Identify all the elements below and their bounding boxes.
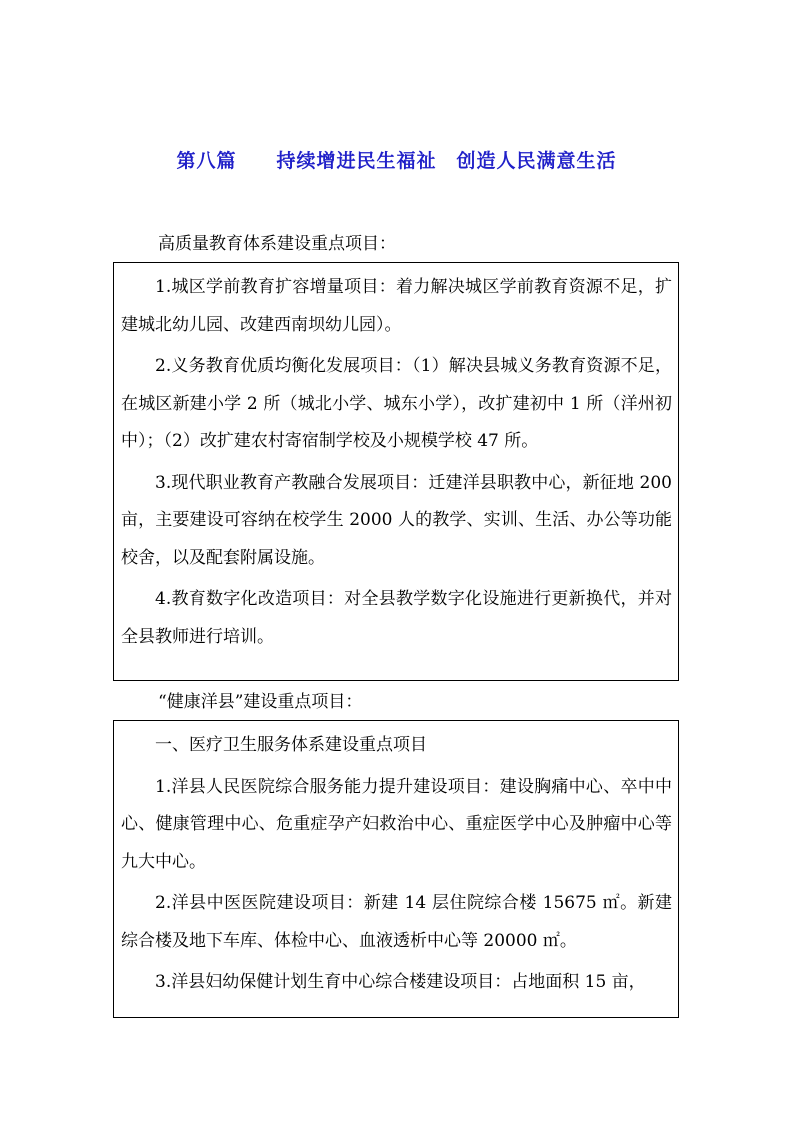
health-project-paragraph: 2.洋县中医医院建设项目：新建 14 层住院综合楼 15675 ㎡。新建综合楼及地下车库、体检中心、血液透析中心等 20000 ㎡。 — [121, 893, 672, 951]
education-projects-box — [113, 262, 679, 681]
health-project-paragraph: 一、医疗卫生服务体系建设重点项目 — [155, 735, 427, 755]
section-label-health: “健康洋县”建设重点项目： — [158, 692, 363, 712]
page-title: 第八篇 持续增进民生福祉 创造人民满意生活 — [176, 150, 617, 172]
section-label-education: 高质量教育体系建设重点项目： — [158, 234, 396, 254]
health-projects-box — [113, 720, 679, 1018]
education-project-paragraph: 1.城区学前教育扩容增量项目：着力解决城区学前教育资源不足，扩建城北幼儿园、改建西南坝幼儿园）。 — [121, 277, 672, 335]
education-project-paragraph: 3.现代职业教育产教融合发展项目：迁建洋县职教中心，新征地 200 亩，主要建设可容纳在校学生 2000 人的教学、实训、生活、办公等功能校舍，以及配套附属设施。 — [121, 472, 672, 568]
health-project-paragraph: 1.洋县人民医院综合服务能力提升建设项目：建设胸痛中心、卒中中心、健康管理中心、危重症孕产妇救治中心、重症医学中心及肿瘤中心等九大中心。 — [121, 776, 672, 872]
education-project-paragraph: 4.教育数字化改造项目：对全县教学数字化设施进行更新换代，并对全县教师进行培训。 — [121, 589, 672, 647]
health-project-paragraph: 3.洋县妇幼保健计划生育中心综合楼建设项目：占地面积 15 亩， — [155, 972, 646, 992]
education-project-paragraph: 2.义务教育优质均衡化发展项目：（1）解决县城义务教育资源不足，在城区新建小学 2 所（城北小学、城东小学），改扩建初中 1 所（洋州初中）；（2）改扩建农村寄宿制学校及小规模学校 47 所。 — [121, 356, 672, 451]
